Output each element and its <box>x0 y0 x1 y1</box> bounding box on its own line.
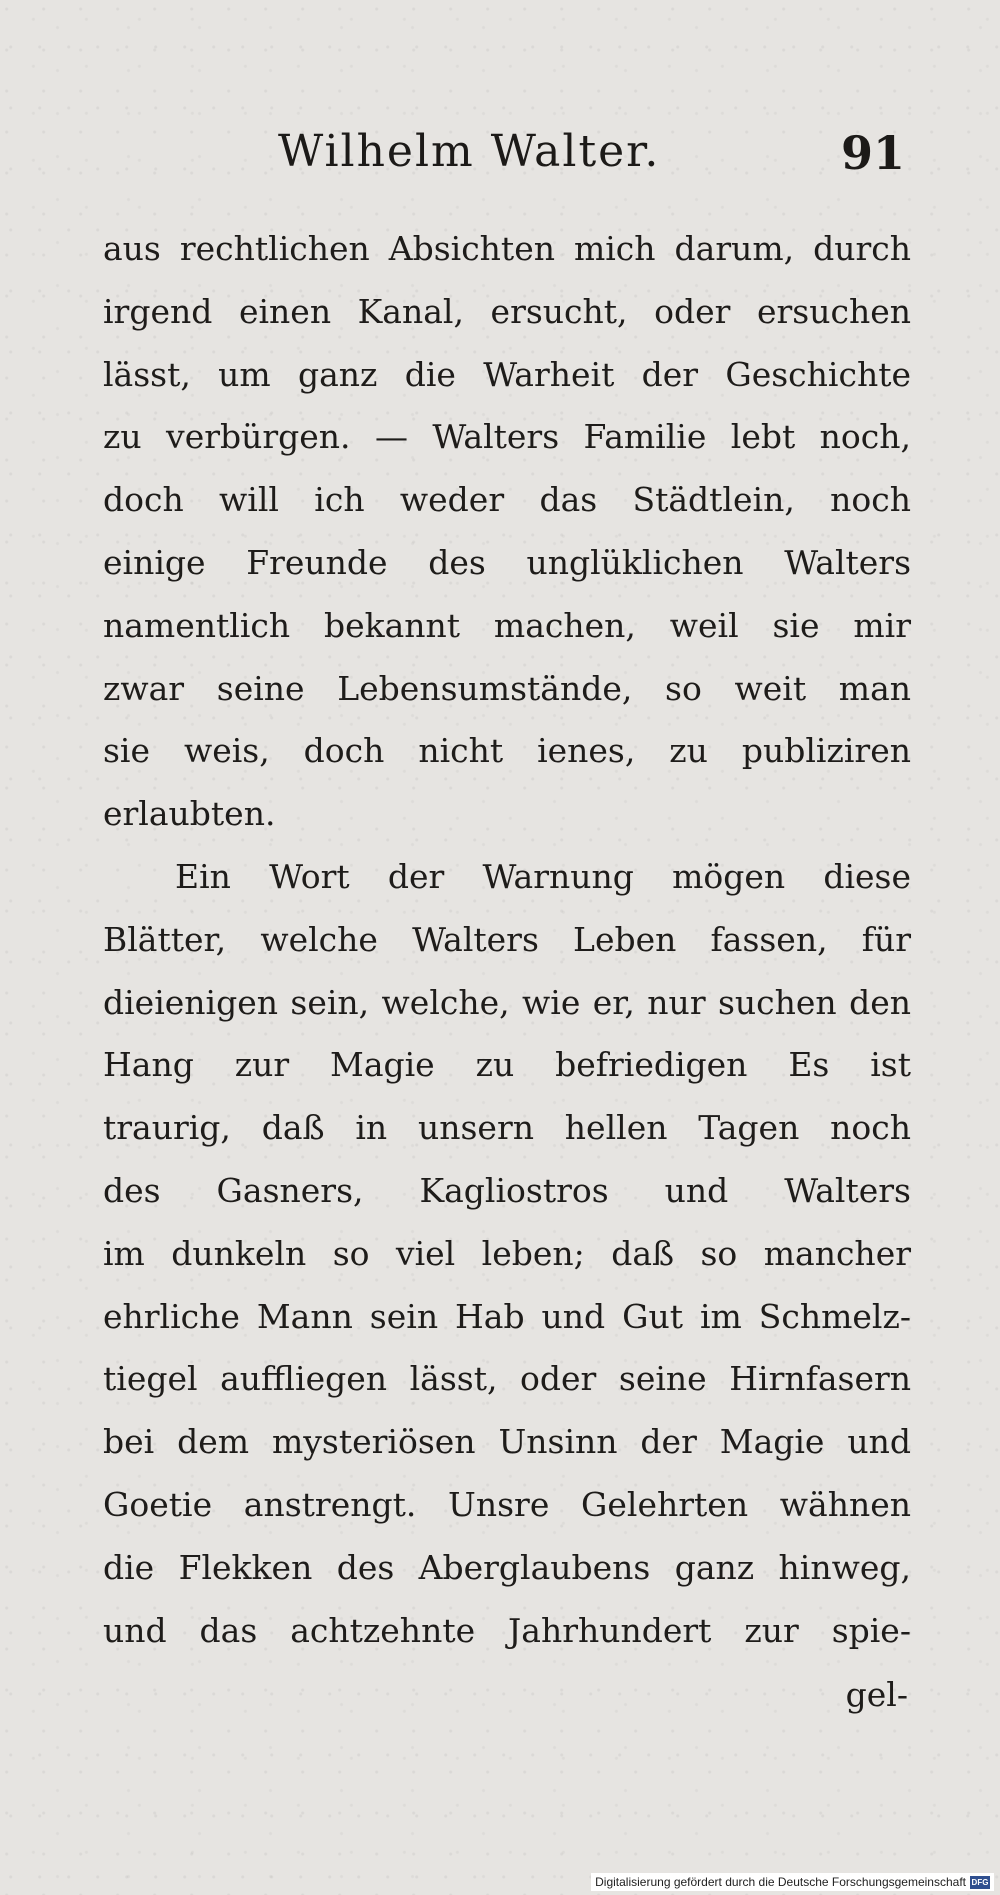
text-line: irgend einen Kanal, ersucht, oder ersuchen <box>103 291 911 331</box>
page-number: 91 <box>840 126 905 180</box>
catchword: gel- <box>845 1675 908 1714</box>
text-line: zwar seine Lebensumstände, so weit man <box>103 668 911 708</box>
text-line: ehrliche Mann sein Hab und Gut im Schmelz- <box>103 1296 911 1336</box>
text-line: tiegel auffliegen lässt, oder seine Hirnfasern <box>103 1359 911 1399</box>
text-line: Blätter, welche Walters Leben fassen, für <box>103 919 911 959</box>
text-line: aus rechtlichen Absichten mich darum, durch <box>103 229 911 268</box>
running-title: Wilhelm Walter. <box>278 126 661 177</box>
text-line: sie weis, doch nicht ienes, zu publiziren <box>103 731 911 771</box>
text-line: Goetie anstrengt. Unsre Gelehrten wähnen <box>103 1484 911 1524</box>
page-header <box>100 126 905 196</box>
text-line: erlaubten. <box>103 794 276 834</box>
text-line: traurig, daß in unsern hellen Tagen noch <box>103 1108 911 1148</box>
text-line: Hang zur Magie zu befriedigen Es ist <box>103 1045 911 1085</box>
text-line: des Gasners, Kagliostros und Walters <box>103 1170 911 1210</box>
text-line: die Flekken des Aberglaubens ganz hinweg, <box>103 1547 911 1587</box>
text-line: lässt, um ganz die Warheit der Geschichte <box>103 354 911 394</box>
body-text <box>103 218 911 1662</box>
text-line: namentlich bekannt machen, weil sie mir <box>103 605 911 645</box>
text-line: und das achtzehnte Jahrhundert zur spie- <box>103 1610 911 1650</box>
text-line: Ein Wort der Warnung mögen diese <box>175 856 911 896</box>
digitization-footer <box>591 1873 994 1891</box>
text-line: dieienigen sein, welche, wie er, nur suchen den <box>103 982 911 1022</box>
text-line: zu verbürgen. — Walters Familie lebt noch, <box>103 417 911 457</box>
text-line: im dunkeln so viel leben; daß so mancher <box>103 1233 911 1273</box>
footer-credit: Digitalisierung gefördert durch die Deutsche Forschungsgemeinschaft <box>595 1875 966 1889</box>
dfg-logo-icon: DFG <box>971 1877 989 1887</box>
text-line: doch will ich weder das Städtlein, noch <box>103 480 911 520</box>
text-line: bei dem mysteriösen Unsinn der Magie und <box>103 1422 911 1462</box>
text-line: einige Freunde des unglüklichen Walters <box>103 542 911 582</box>
